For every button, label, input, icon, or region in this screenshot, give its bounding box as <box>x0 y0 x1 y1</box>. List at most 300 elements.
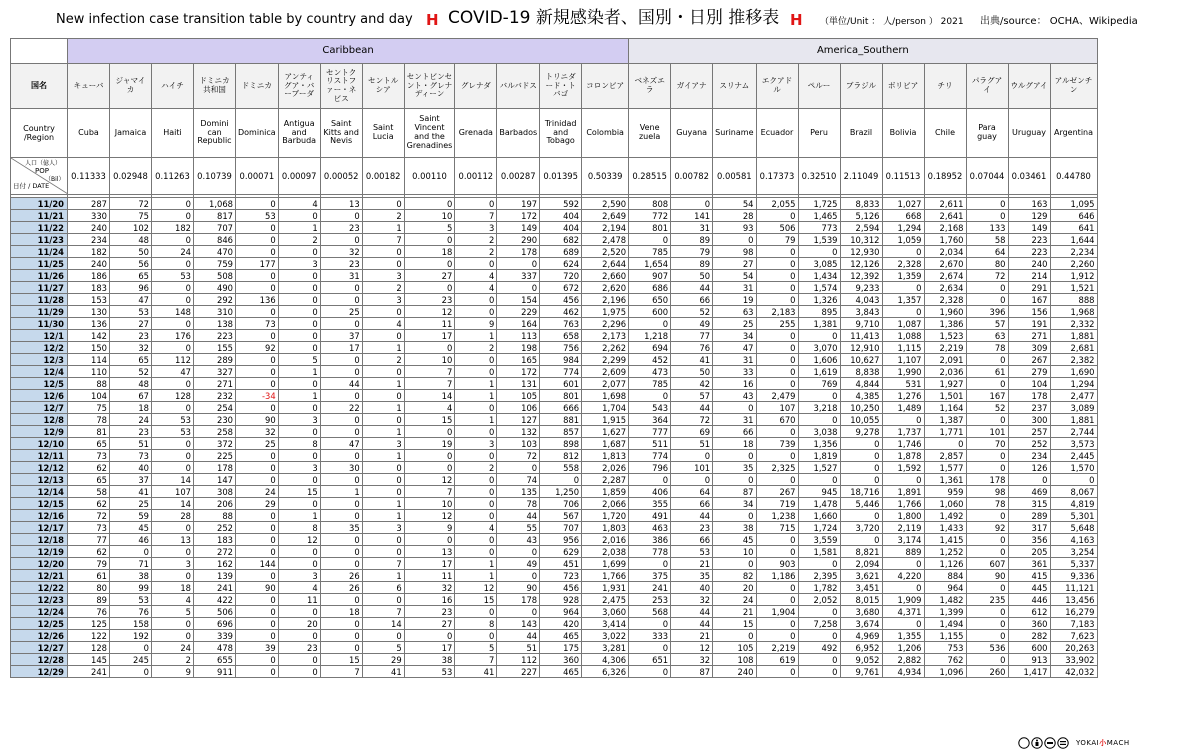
logo-part-c: MACH <box>1106 739 1130 747</box>
value-cell: 0 <box>362 630 404 642</box>
value-cell: 2,332 <box>1050 318 1097 330</box>
country-name-jp: セントクリストファー・ネビス <box>320 64 362 109</box>
value-cell: 1,381 <box>798 318 840 330</box>
value-cell: 52 <box>671 306 713 318</box>
value-cell: 1,521 <box>1050 282 1097 294</box>
date-cell: 12/2 <box>11 342 68 354</box>
value-cell: 53 <box>110 594 152 606</box>
value-cell: 240 <box>68 222 110 234</box>
country-name-jp: パラグアイ <box>966 64 1008 109</box>
value-cell: 465 <box>540 666 582 678</box>
value-cell: 3,038 <box>798 426 840 438</box>
value-cell: 2,670 <box>924 258 966 270</box>
value-cell: 67 <box>110 390 152 402</box>
value-cell: 10,055 <box>840 414 882 426</box>
value-cell: 0 <box>756 210 798 222</box>
value-cell: 82 <box>713 570 756 582</box>
value-cell: 24 <box>110 414 152 426</box>
value-cell: 356 <box>1008 534 1050 546</box>
value-cell: 138 <box>194 318 236 330</box>
value-cell: 0 <box>966 654 1008 666</box>
value-cell: 364 <box>629 414 671 426</box>
value-cell: 38 <box>110 570 152 582</box>
population-value: 0.01395 <box>540 158 582 195</box>
country-name-en: Suriname <box>713 109 756 158</box>
value-cell: 158 <box>110 618 152 630</box>
population-date-corner <box>11 158 68 195</box>
value-cell: 0 <box>320 234 362 246</box>
value-cell: 30 <box>320 462 362 474</box>
value-cell: 0 <box>152 342 194 354</box>
value-cell: 0 <box>966 294 1008 306</box>
value-cell: 150 <box>68 342 110 354</box>
date-cell: 12/22 <box>11 582 68 594</box>
value-cell: 0 <box>882 282 924 294</box>
country-name-jp: セントルシア <box>362 64 404 109</box>
value-cell: 3,085 <box>798 258 840 270</box>
value-cell: 2,644 <box>582 258 629 270</box>
value-cell: 44 <box>671 402 713 414</box>
value-cell: 0 <box>236 354 279 366</box>
value-cell: 0 <box>756 426 798 438</box>
country-name-en: Jamaica <box>110 109 152 158</box>
value-cell: 76 <box>68 606 110 618</box>
value-cell: 76 <box>671 342 713 354</box>
table-row <box>11 222 1098 234</box>
value-cell: 360 <box>540 654 582 666</box>
value-cell: 2,744 <box>1050 426 1097 438</box>
value-cell: 73 <box>68 522 110 534</box>
value-cell: 0 <box>152 210 194 222</box>
value-cell: 18 <box>110 402 152 414</box>
value-cell: 2 <box>362 354 404 366</box>
value-cell: 0 <box>278 666 320 678</box>
value-cell: 2,038 <box>582 546 629 558</box>
value-cell: 24 <box>236 486 279 498</box>
value-cell: 668 <box>882 210 924 222</box>
country-region-label: Country /Region <box>11 109 68 158</box>
value-cell: 451 <box>540 558 582 570</box>
value-cell: 415 <box>1008 570 1050 582</box>
value-cell: 2,077 <box>582 378 629 390</box>
value-cell: 2,168 <box>924 222 966 234</box>
value-cell: 2,119 <box>882 522 924 534</box>
value-cell: 1,912 <box>1050 270 1097 282</box>
value-cell: 1,501 <box>924 390 966 402</box>
value-cell: 96 <box>110 282 152 294</box>
value-cell: 406 <box>629 486 671 498</box>
table-row <box>11 594 1098 606</box>
value-cell: 624 <box>540 258 582 270</box>
value-cell: 0 <box>236 198 279 210</box>
value-cell: 0 <box>320 294 362 306</box>
date-cell: 12/14 <box>11 486 68 498</box>
value-cell: 167 <box>966 390 1008 402</box>
value-cell: 801 <box>540 390 582 402</box>
value-cell: 881 <box>540 414 582 426</box>
value-cell: 1,737 <box>882 426 924 438</box>
value-cell: 1,433 <box>924 522 966 534</box>
country-name-en: Antigua and Barbuda <box>278 109 320 158</box>
value-cell: 0 <box>236 402 279 414</box>
value-cell: 72 <box>966 270 1008 282</box>
value-cell: 0 <box>320 630 362 642</box>
date-cell: 12/15 <box>11 498 68 510</box>
value-cell: 0 <box>966 210 1008 222</box>
yokai-logo <box>1076 738 1130 748</box>
value-cell: 898 <box>540 438 582 450</box>
value-cell: 10,627 <box>840 354 882 366</box>
value-cell: 2,590 <box>582 198 629 210</box>
value-cell: 1 <box>362 378 404 390</box>
value-cell: 0 <box>404 198 455 210</box>
date-cell: 12/17 <box>11 522 68 534</box>
value-cell: 1 <box>278 390 320 402</box>
value-cell: 8,067 <box>1050 486 1097 498</box>
table-row <box>11 198 1098 210</box>
value-cell: 0 <box>756 342 798 354</box>
value-cell: 136 <box>236 294 279 306</box>
value-cell: 90 <box>236 414 279 426</box>
value-cell: 491 <box>629 510 671 522</box>
date-cell: 12/12 <box>11 462 68 474</box>
value-cell: 1,088 <box>882 330 924 342</box>
value-cell: 51 <box>110 438 152 450</box>
value-cell: 70 <box>966 438 1008 450</box>
value-cell: 2,594 <box>840 222 882 234</box>
value-cell: 241 <box>68 666 110 678</box>
value-cell: 15 <box>404 414 455 426</box>
value-cell: 0 <box>966 630 1008 642</box>
value-cell: 907 <box>629 270 671 282</box>
value-cell: 3 <box>278 462 320 474</box>
value-cell: 101 <box>671 462 713 474</box>
value-cell: 600 <box>629 306 671 318</box>
date-cell: 11/20 <box>11 198 68 210</box>
value-cell: 5,648 <box>1050 522 1097 534</box>
value-cell: 0 <box>713 558 756 570</box>
table-row <box>11 426 1098 438</box>
value-cell: 214 <box>1008 270 1050 282</box>
value-cell: 48 <box>110 378 152 390</box>
value-cell: 1,766 <box>882 498 924 510</box>
value-cell: 330 <box>68 210 110 222</box>
country-name-en: Trinidad and Tobago <box>540 109 582 158</box>
region-header: Caribbean <box>68 39 629 64</box>
value-cell: 2,620 <box>582 282 629 294</box>
value-cell: 13 <box>404 546 455 558</box>
value-cell: 0 <box>152 618 194 630</box>
value-cell: 2,328 <box>882 258 924 270</box>
value-cell: 28 <box>152 510 194 522</box>
value-cell: 155 <box>194 342 236 354</box>
value-cell: 20,263 <box>1050 642 1097 654</box>
population-value: 0.00052 <box>320 158 362 195</box>
value-cell: 0 <box>278 378 320 390</box>
value-cell: 112 <box>152 354 194 366</box>
value-cell: 543 <box>629 402 671 414</box>
value-cell: 1,482 <box>924 594 966 606</box>
value-cell: 1,087 <box>882 318 924 330</box>
value-cell: 1,186 <box>756 570 798 582</box>
value-cell: 1,386 <box>924 318 966 330</box>
value-cell: 0 <box>713 510 756 522</box>
value-cell: 0 <box>236 282 279 294</box>
value-cell: 267 <box>1008 354 1050 366</box>
value-cell: 182 <box>152 222 194 234</box>
value-cell: 47 <box>713 342 756 354</box>
country-name-en: Colombia <box>582 109 629 158</box>
value-cell: 0 <box>629 234 671 246</box>
value-cell: 300 <box>1008 414 1050 426</box>
value-cell: 0 <box>756 546 798 558</box>
value-cell: 0 <box>497 546 540 558</box>
value-cell: 125 <box>68 618 110 630</box>
value-cell: 10,312 <box>840 234 882 246</box>
value-cell: 0 <box>798 390 840 402</box>
value-cell: 53 <box>152 426 194 438</box>
date-cell: 11/26 <box>11 270 68 282</box>
title-main: COVID-19 新規感染者、国別・日別 推移表 <box>448 8 780 28</box>
value-cell: 17 <box>404 642 455 654</box>
value-cell: 24 <box>152 246 194 258</box>
value-cell: 913 <box>1008 654 1050 666</box>
population-value: 0.50339 <box>582 158 629 195</box>
value-cell: 65 <box>110 270 152 282</box>
value-cell: 114 <box>68 354 110 366</box>
value-cell: 1,027 <box>882 198 924 210</box>
value-cell: 762 <box>924 654 966 666</box>
value-cell: 98 <box>966 486 1008 498</box>
date-cell: 11/27 <box>11 282 68 294</box>
value-cell: 651 <box>629 654 671 666</box>
value-cell: 0 <box>756 354 798 366</box>
table-row <box>11 342 1098 354</box>
country-name-jp: ジャマイカ <box>110 64 152 109</box>
population-value: 0.00782 <box>671 158 713 195</box>
value-cell: 0 <box>966 606 1008 618</box>
value-cell: 2,036 <box>924 366 966 378</box>
value-cell: 0 <box>455 510 497 522</box>
value-cell: 49 <box>497 558 540 570</box>
value-cell: 65 <box>68 474 110 486</box>
value-cell: 223 <box>194 330 236 342</box>
title-marker-h: H <box>426 11 439 29</box>
value-cell: 39 <box>236 642 279 654</box>
value-cell: 17 <box>404 330 455 342</box>
value-cell: 0 <box>966 510 1008 522</box>
date-cell: 12/21 <box>11 570 68 582</box>
value-cell: 911 <box>194 666 236 678</box>
value-cell: 469 <box>1008 486 1050 498</box>
value-cell: 0 <box>798 630 840 642</box>
value-cell: 7 <box>362 234 404 246</box>
value-cell: 1,581 <box>798 546 840 558</box>
value-cell: 0 <box>362 414 404 426</box>
value-cell: 132 <box>497 426 540 438</box>
value-cell: 46 <box>110 534 152 546</box>
value-cell: 0 <box>966 582 1008 594</box>
value-cell: 0 <box>497 258 540 270</box>
value-cell: 29 <box>362 654 404 666</box>
value-cell: 0 <box>152 570 194 582</box>
value-cell: 0 <box>236 222 279 234</box>
value-cell: 1 <box>455 414 497 426</box>
value-cell: 723 <box>540 570 582 582</box>
value-cell: 531 <box>882 378 924 390</box>
value-cell: 51 <box>497 642 540 654</box>
value-cell: 18 <box>404 246 455 258</box>
value-cell: 0 <box>278 498 320 510</box>
value-cell: 27 <box>404 270 455 282</box>
value-cell: 0 <box>320 642 362 654</box>
value-cell: 24 <box>152 642 194 654</box>
value-cell: 817 <box>194 210 236 222</box>
value-cell: 292 <box>194 294 236 306</box>
value-cell: 0 <box>404 426 455 438</box>
value-cell: 0 <box>152 402 194 414</box>
table-row <box>11 450 1098 462</box>
value-cell: 3,720 <box>840 522 882 534</box>
value-cell: 0 <box>798 558 840 570</box>
value-cell: 0 <box>455 402 497 414</box>
value-cell: 1,276 <box>882 390 924 402</box>
value-cell: 1,577 <box>924 462 966 474</box>
value-cell: 7 <box>455 210 497 222</box>
value-cell: 666 <box>540 402 582 414</box>
value-cell: 0 <box>152 630 194 642</box>
value-cell: 51 <box>671 438 713 450</box>
value-cell: 0 <box>756 258 798 270</box>
value-cell: 1,539 <box>798 234 840 246</box>
table-row <box>11 366 1098 378</box>
value-cell: 1 <box>362 498 404 510</box>
country-name-jp: アルゼンチン <box>1050 64 1097 109</box>
value-cell: 1,819 <box>798 450 840 462</box>
value-cell: 445 <box>1008 582 1050 594</box>
value-cell: 198 <box>497 342 540 354</box>
value-cell: 0 <box>756 366 798 378</box>
infection-table <box>10 38 1098 678</box>
value-cell: 0 <box>404 534 455 546</box>
value-cell: 0 <box>320 618 362 630</box>
value-cell: 1 <box>455 558 497 570</box>
value-cell: 1,619 <box>798 366 840 378</box>
value-cell: 4 <box>362 318 404 330</box>
value-cell: 3,070 <box>798 342 840 354</box>
table-row <box>11 582 1098 594</box>
country-name-en: Peru <box>798 109 840 158</box>
value-cell: 93 <box>713 222 756 234</box>
value-cell: 0 <box>882 582 924 594</box>
value-cell: 225 <box>194 450 236 462</box>
value-cell: 739 <box>756 438 798 450</box>
value-cell: 9,052 <box>840 654 882 666</box>
population-value: 0.00110 <box>404 158 455 195</box>
value-cell: 143 <box>497 618 540 630</box>
value-cell: 5,446 <box>840 498 882 510</box>
value-cell: 3,573 <box>1050 438 1097 450</box>
value-cell: 1,355 <box>882 630 924 642</box>
value-cell: 12 <box>404 474 455 486</box>
value-cell: 5 <box>278 354 320 366</box>
value-cell: 0 <box>756 330 798 342</box>
value-cell: 4 <box>278 198 320 210</box>
value-cell: 103 <box>497 438 540 450</box>
population-value: 0.44780 <box>1050 158 1097 195</box>
value-cell: 1,523 <box>924 330 966 342</box>
country-jp-row <box>11 64 1098 109</box>
date-cell: 12/13 <box>11 474 68 486</box>
corner-text-pop_c: （Bil） <box>45 176 65 183</box>
value-cell: 15 <box>278 486 320 498</box>
value-cell: 57 <box>671 390 713 402</box>
value-cell: 62 <box>68 546 110 558</box>
value-cell: 3 <box>278 414 320 426</box>
value-cell: 52 <box>966 402 1008 414</box>
value-cell: 54 <box>713 198 756 210</box>
value-cell: 0 <box>497 570 540 582</box>
value-cell: 1,766 <box>582 570 629 582</box>
value-cell: 0 <box>756 270 798 282</box>
title-source: 出典/source： OCHA、Wikipedia <box>980 16 1138 27</box>
value-cell: 12 <box>404 306 455 318</box>
value-cell: 889 <box>882 546 924 558</box>
value-cell: 0 <box>320 282 362 294</box>
value-cell: 2 <box>278 234 320 246</box>
value-cell: 3,621 <box>840 570 882 582</box>
table-row <box>11 438 1098 450</box>
population-value: 0.10739 <box>194 158 236 195</box>
population-value: 0.00581 <box>713 158 756 195</box>
value-cell: 2,328 <box>924 294 966 306</box>
date-cell: 11/30 <box>11 318 68 330</box>
value-cell: 1 <box>455 390 497 402</box>
value-cell: 23 <box>320 222 362 234</box>
value-cell: 105 <box>713 642 756 654</box>
value-cell: 959 <box>924 486 966 498</box>
value-cell: 76 <box>110 606 152 618</box>
date-cell: 11/24 <box>11 246 68 258</box>
value-cell: 25 <box>110 498 152 510</box>
value-cell: 1 <box>455 570 497 582</box>
country-en-row <box>11 109 1098 158</box>
value-cell: 10 <box>713 546 756 558</box>
value-cell: 0 <box>966 450 1008 462</box>
value-cell: 0 <box>278 654 320 666</box>
value-cell: 2,660 <box>582 270 629 282</box>
value-cell: 65 <box>110 354 152 366</box>
value-cell: 257 <box>1008 426 1050 438</box>
value-cell: 1,606 <box>798 354 840 366</box>
value-cell: 3,414 <box>582 618 629 630</box>
value-cell: 0 <box>320 450 362 462</box>
value-cell: 21 <box>713 606 756 618</box>
value-cell: 72 <box>671 414 713 426</box>
value-cell: 0 <box>455 606 497 618</box>
value-cell: 404 <box>540 210 582 222</box>
value-cell: 0 <box>966 198 1008 210</box>
value-cell: 1,417 <box>1008 666 1050 678</box>
value-cell: 2,219 <box>924 342 966 354</box>
value-cell: 40 <box>110 462 152 474</box>
value-cell: 0 <box>110 546 152 558</box>
value-cell: 2,395 <box>798 570 840 582</box>
value-cell: 12,930 <box>840 246 882 258</box>
table-row <box>11 654 1098 666</box>
value-cell: 205 <box>1008 546 1050 558</box>
value-cell: 536 <box>966 642 1008 654</box>
